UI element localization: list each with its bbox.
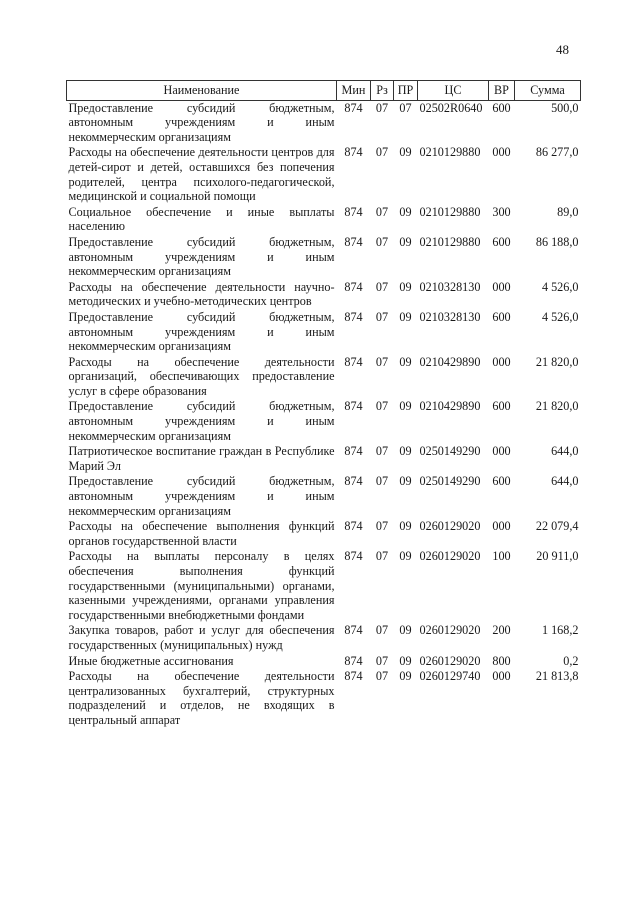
cell-pr: 09 <box>399 234 412 249</box>
cell-vr: 000 <box>492 444 511 459</box>
table-row <box>67 145 581 204</box>
cell-vr: 300 <box>492 204 511 219</box>
cell-vr: 100 <box>492 549 511 564</box>
cell-rz: 07 <box>375 669 389 684</box>
cell-vr: 600 <box>492 234 511 249</box>
cell-min: 874 <box>344 399 363 414</box>
cell-rz: 07 <box>375 653 389 668</box>
cell-sum: 4 526,0 <box>541 279 579 294</box>
cell-name: Расходы на выплаты персоналу в целях обеспечения выполнения функций государственными (муниципальными) органами, казенными учреждениями, органами управления государственными внебюджетными фондами <box>68 549 335 622</box>
cell-name: Расходы на обеспечение выполнения функций органов государственной власти <box>68 519 335 548</box>
cell-vr: 200 <box>492 623 511 638</box>
cell-rz: 07 <box>375 474 389 489</box>
header-min: Мин <box>337 81 371 101</box>
cell-cs: 0250149290 <box>419 474 481 489</box>
cell-vr: 600 <box>492 399 511 414</box>
cell-rz: 07 <box>375 279 389 294</box>
cell-min: 874 <box>344 549 363 564</box>
cell-cs: 0210328130 <box>419 309 481 324</box>
cell-pr: 09 <box>399 145 412 160</box>
cell-min: 874 <box>344 204 363 219</box>
cell-vr: 000 <box>492 669 511 684</box>
cell-rz: 07 <box>375 399 389 414</box>
cell-cs: 0260129740 <box>419 669 481 684</box>
table-row <box>67 205 581 235</box>
header-sum: Сумма <box>515 81 581 101</box>
cell-rz: 07 <box>375 145 389 160</box>
cell-rz: 07 <box>375 234 389 249</box>
cell-name: Закупка товаров, работ и услуг для обеспечения государственных (муниципальных) нужд <box>68 623 335 652</box>
cell-name: Иные бюджетные ассигнования <box>68 653 234 668</box>
cell-min: 874 <box>344 474 363 489</box>
cell-name: Предоставление субсидий бюджетным, автономным учреждениям и иным некоммерческим организациям <box>68 399 335 443</box>
cell-name: Расходы на обеспечение деятельности организаций, обеспечивающих предоставление услуг в сфере образования <box>68 354 335 398</box>
cell-min: 874 <box>344 279 363 294</box>
cell-name: Социальное обеспечение и иные выплаты населению <box>68 204 335 234</box>
cell-cs: 0260129020 <box>419 623 481 638</box>
cell-min: 874 <box>344 100 363 115</box>
table-row <box>67 669 581 728</box>
cell-sum: 21 820,0 <box>535 399 579 414</box>
cell-name: Расходы на обеспечение деятельности научно-методических и учебно-методических центров <box>68 279 335 309</box>
cell-sum: 0,2 <box>563 653 579 668</box>
cell-rz: 07 <box>375 354 389 369</box>
header-pr: ПР <box>394 81 418 101</box>
cell-vr: 000 <box>492 519 511 534</box>
cell-min: 874 <box>344 653 363 668</box>
cell-cs: 0210129880 <box>419 234 481 249</box>
table-row <box>67 549 581 623</box>
table-row <box>67 355 581 400</box>
table-row <box>67 623 581 653</box>
cell-min: 874 <box>344 519 363 534</box>
table-row <box>67 235 581 280</box>
cell-sum: 644,0 <box>551 474 579 489</box>
cell-rz: 07 <box>375 100 389 115</box>
cell-sum: 1 168,2 <box>541 623 579 638</box>
cell-min: 874 <box>344 309 363 324</box>
cell-pr: 09 <box>399 309 412 324</box>
table-row <box>67 474 581 519</box>
cell-name: Расходы на обеспечение деятельности централизованных бухгалтерий, структурных подразделений и отделов, не входящих в центральный аппарат <box>68 669 335 727</box>
cell-rz: 07 <box>375 204 389 219</box>
cell-pr: 09 <box>399 354 412 369</box>
table-row <box>67 310 581 355</box>
cell-sum: 20 911,0 <box>536 549 579 564</box>
cell-name: Расходы на обеспечение деятельности центров для детей-сирот и детей, оставшихся без попечения родителей, центра психолого-педагогической, медицинской и социальной помощи <box>68 145 335 204</box>
table-row <box>67 444 581 474</box>
cell-min: 874 <box>344 145 363 160</box>
header-cs: ЦС <box>418 81 489 101</box>
page-number: 48 <box>556 42 569 57</box>
cell-min: 874 <box>344 623 363 638</box>
table-row <box>67 519 581 549</box>
cell-min: 874 <box>344 354 363 369</box>
cell-cs: 0260129020 <box>419 519 481 534</box>
cell-cs: 0210328130 <box>419 279 481 294</box>
cell-name: Предоставление субсидий бюджетным, автономным учреждениям и иным некоммерческим организациям <box>68 309 335 354</box>
cell-pr: 09 <box>399 279 412 294</box>
cell-rz: 07 <box>375 623 389 638</box>
header-name: Наименование <box>67 81 337 101</box>
cell-sum: 22 079,4 <box>535 519 579 534</box>
table-row <box>67 399 581 444</box>
cell-pr: 09 <box>399 474 412 489</box>
cell-vr: 600 <box>492 474 511 489</box>
cell-pr: 09 <box>399 669 412 684</box>
cell-cs: 0210429890 <box>419 399 481 414</box>
cell-cs: 0210129880 <box>419 145 481 160</box>
cell-min: 874 <box>344 669 363 684</box>
cell-pr: 07 <box>399 100 412 115</box>
cell-sum: 21 820,0 <box>535 354 579 369</box>
cell-cs: 0210129880 <box>419 204 481 219</box>
cell-vr: 000 <box>492 279 511 294</box>
table-header-row <box>67 81 581 101</box>
cell-vr: 600 <box>492 309 511 324</box>
table-row <box>67 654 581 670</box>
cell-name: Патриотическое воспитание граждан в Республике Марий Эл <box>68 444 335 473</box>
cell-rz: 07 <box>375 309 389 324</box>
cell-cs: 0250149290 <box>419 444 481 459</box>
cell-pr: 09 <box>399 519 412 534</box>
table-row <box>67 100 581 145</box>
cell-pr: 09 <box>399 549 412 564</box>
cell-sum: 21 813,8 <box>535 669 579 684</box>
cell-name: Предоставление субсидий бюджетным, автономным учреждениям и иным некоммерческим организациям <box>68 100 335 144</box>
cell-cs: 0210429890 <box>419 354 481 369</box>
cell-rz: 07 <box>375 444 389 459</box>
cell-cs: 0260129020 <box>419 549 481 564</box>
cell-pr: 09 <box>399 444 412 459</box>
cell-sum: 86 188,0 <box>535 234 579 249</box>
cell-cs: 0260129020 <box>419 653 481 668</box>
cell-vr: 000 <box>492 354 511 369</box>
cell-vr: 600 <box>492 100 511 115</box>
cell-rz: 07 <box>375 549 389 564</box>
cell-vr: 800 <box>492 653 511 668</box>
cell-min: 874 <box>344 234 363 249</box>
cell-pr: 09 <box>399 204 412 219</box>
cell-rz: 07 <box>375 519 389 534</box>
cell-cs: 02502R0640 <box>419 100 483 115</box>
header-rz: Рз <box>371 81 394 101</box>
cell-name: Предоставление субсидий бюджетным, автономным учреждениям и иным некоммерческим организациям <box>68 234 335 279</box>
cell-sum: 644,0 <box>551 444 579 459</box>
cell-sum: 500,0 <box>551 100 579 115</box>
cell-pr: 09 <box>399 653 412 668</box>
cell-pr: 09 <box>399 399 412 414</box>
cell-vr: 000 <box>492 145 511 160</box>
table-row <box>67 280 581 310</box>
table-body <box>67 100 581 728</box>
budget-table <box>66 80 581 729</box>
cell-sum: 89,0 <box>557 204 579 219</box>
cell-sum: 86 277,0 <box>535 145 579 160</box>
cell-pr: 09 <box>399 623 412 638</box>
header-vr: ВР <box>489 81 515 101</box>
cell-sum: 4 526,0 <box>541 309 579 324</box>
cell-min: 874 <box>344 444 363 459</box>
cell-name: Предоставление субсидий бюджетным, автономным учреждениям и иным некоммерческим организациям <box>68 474 335 518</box>
